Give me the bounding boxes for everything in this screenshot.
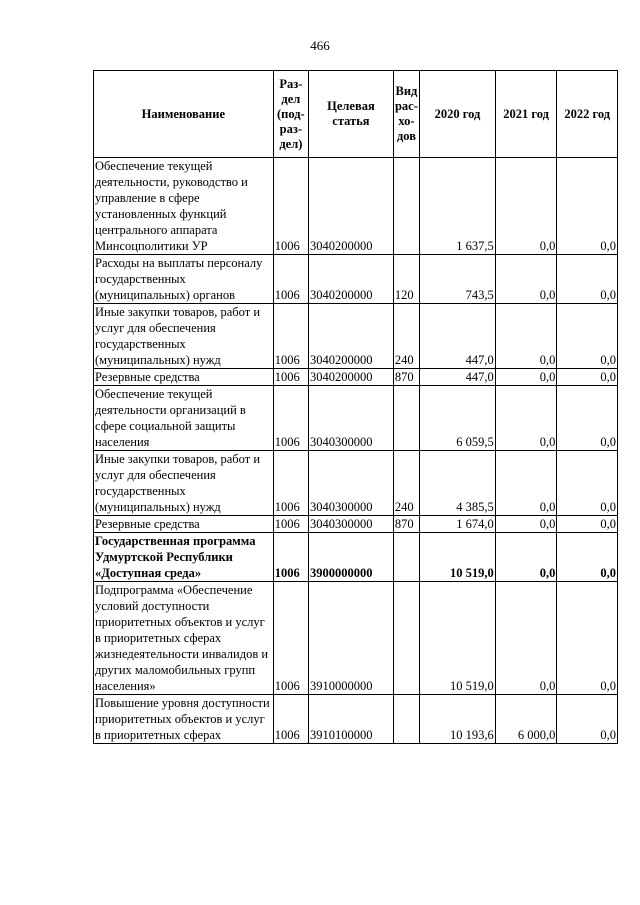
cell-y2022: 0,0: [557, 255, 618, 304]
cell-y2022: 0,0: [557, 516, 618, 533]
table-row: [94, 158, 618, 255]
table-row: [94, 304, 618, 369]
cell-y2021: 0,0: [495, 451, 557, 516]
cell-y2022: 0,0: [557, 369, 618, 386]
cell-section: 1006: [273, 158, 308, 255]
cell-y2021: 0,0: [495, 582, 557, 695]
cell-target: 3900000000: [309, 533, 394, 582]
cell-target: 3040300000: [309, 516, 394, 533]
cell-y2020: 4 385,5: [420, 451, 496, 516]
table-row: [94, 255, 618, 304]
cell-name: Резервные средства: [94, 516, 274, 533]
cell-y2020: 10 519,0: [420, 533, 496, 582]
cell-target: 3040200000: [309, 304, 394, 369]
cell-name: Расходы на выплаты персоналу государственных (муниципальных) органов: [94, 255, 274, 304]
table-row: [94, 451, 618, 516]
cell-section: 1006: [273, 369, 308, 386]
cell-section: 1006: [273, 304, 308, 369]
cell-y2021: 0,0: [495, 255, 557, 304]
table-row: [94, 386, 618, 451]
cell-y2020: 6 059,5: [420, 386, 496, 451]
cell-type: 240: [393, 304, 419, 369]
cell-y2020: 10 519,0: [420, 582, 496, 695]
cell-target: 3040300000: [309, 386, 394, 451]
cell-y2022: 0,0: [557, 695, 618, 744]
cell-y2022: 0,0: [557, 582, 618, 695]
header-type: Вид рас- хо- дов: [393, 71, 419, 158]
table-row: [94, 516, 618, 533]
cell-y2022: 0,0: [557, 451, 618, 516]
cell-target: 3040200000: [309, 369, 394, 386]
cell-y2020: 447,0: [420, 304, 496, 369]
cell-target: 3040200000: [309, 158, 394, 255]
cell-target: 3040300000: [309, 451, 394, 516]
table-header-row: [94, 71, 618, 158]
cell-section: 1006: [273, 451, 308, 516]
cell-y2021: 0,0: [495, 158, 557, 255]
cell-type: [393, 533, 419, 582]
cell-name: Резервные средства: [94, 369, 274, 386]
table-row: [94, 695, 618, 744]
cell-y2021: 6 000,0: [495, 695, 557, 744]
cell-type: 870: [393, 516, 419, 533]
budget-table: [93, 70, 618, 744]
cell-y2022: 0,0: [557, 304, 618, 369]
cell-section: 1006: [273, 516, 308, 533]
cell-type: [393, 695, 419, 744]
cell-y2020: 743,5: [420, 255, 496, 304]
cell-section: 1006: [273, 695, 308, 744]
cell-y2022: 0,0: [557, 386, 618, 451]
cell-section: 1006: [273, 582, 308, 695]
cell-name: Иные закупки товаров, работ и услуг для обеспечения государственных (муниципальных) нужд: [94, 451, 274, 516]
header-section: Раз- дел (под- раз- дел): [273, 71, 308, 158]
cell-y2020: 10 193,6: [420, 695, 496, 744]
cell-section: 1006: [273, 533, 308, 582]
cell-name: Повышение уровня доступности приоритетных объектов и услуг в приоритетных сферах: [94, 695, 274, 744]
cell-name: Иные закупки товаров, работ и услуг для обеспечения государственных (муниципальных) нужд: [94, 304, 274, 369]
cell-section: 1006: [273, 255, 308, 304]
cell-type: 870: [393, 369, 419, 386]
cell-y2020: 447,0: [420, 369, 496, 386]
cell-y2020: 1 637,5: [420, 158, 496, 255]
cell-section: 1006: [273, 386, 308, 451]
cell-y2020: 1 674,0: [420, 516, 496, 533]
cell-name: Обеспечение текущей деятельности, руководство и управление в сфере установленных функций центрального аппарата Минсоцполитики УР: [94, 158, 274, 255]
cell-type: [393, 158, 419, 255]
cell-y2021: 0,0: [495, 304, 557, 369]
header-2022: 2022 год: [557, 71, 618, 158]
header-name: Наименование: [94, 71, 274, 158]
cell-target: 3910100000: [309, 695, 394, 744]
cell-type: 240: [393, 451, 419, 516]
cell-type: [393, 582, 419, 695]
table-row: [94, 533, 618, 582]
cell-y2021: 0,0: [495, 369, 557, 386]
table-row: [94, 369, 618, 386]
cell-target: 3910000000: [309, 582, 394, 695]
page-number: 466: [310, 38, 330, 53]
cell-name: Обеспечение текущей деятельности организаций в сфере социальной защиты населения: [94, 386, 274, 451]
cell-y2021: 0,0: [495, 516, 557, 533]
table-row: [94, 582, 618, 695]
cell-name: Подпрограмма «Обеспечение условий доступности приоритетных объектов и услуг в приоритетных сферах жизнедеятельности инвалидов и других маломобильных групп населения»: [94, 582, 274, 695]
cell-name: Государственная программа Удмуртской Республики «Доступная среда»: [94, 533, 274, 582]
header-2020: 2020 год: [420, 71, 496, 158]
cell-y2021: 0,0: [495, 533, 557, 582]
cell-y2022: 0,0: [557, 158, 618, 255]
cell-type: [393, 386, 419, 451]
cell-y2022: 0,0: [557, 533, 618, 582]
header-target: Целевая статья: [309, 71, 394, 158]
cell-type: 120: [393, 255, 419, 304]
cell-y2021: 0,0: [495, 386, 557, 451]
cell-target: 3040200000: [309, 255, 394, 304]
header-2021: 2021 год: [495, 71, 557, 158]
